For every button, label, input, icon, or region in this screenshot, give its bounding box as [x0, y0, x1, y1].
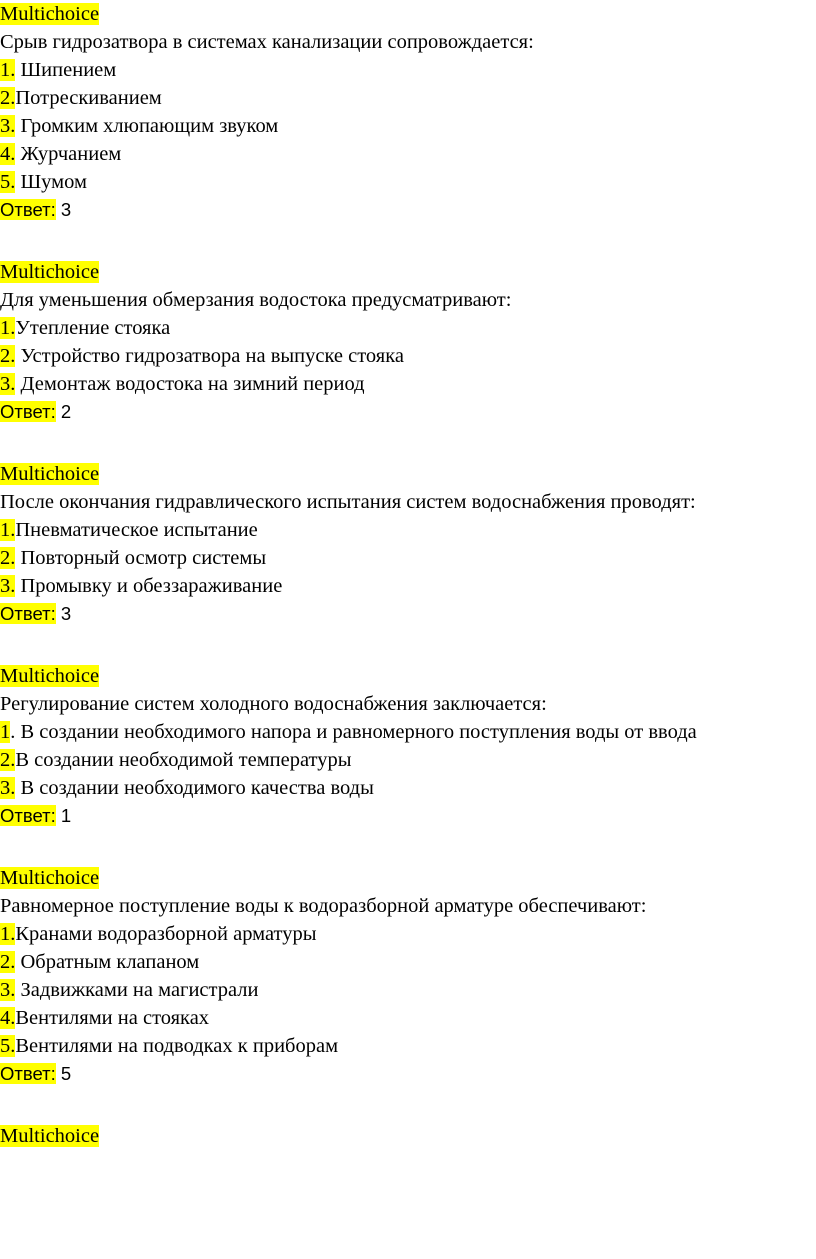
option-number: 3.: [0, 777, 16, 799]
option-number: 3.: [0, 115, 16, 137]
option-number: 5.: [0, 1035, 16, 1057]
option-number: 2.: [0, 749, 16, 771]
answer-line: [0, 600, 816, 628]
answer-option: [0, 84, 816, 112]
question-block: [0, 460, 816, 628]
answer-option: [0, 370, 816, 398]
question-block: [0, 0, 816, 224]
answer-option: [0, 342, 816, 370]
answer-option: [0, 718, 816, 746]
option-number: 3.: [0, 575, 16, 597]
option-number: 4.: [0, 143, 16, 165]
option-text: Демонтаж водостока на зимний период: [15, 373, 365, 395]
answer-label: Ответ:: [0, 805, 56, 826]
answer-label: Ответ:: [0, 401, 56, 422]
answer-option: [0, 774, 816, 802]
answer-value: 3: [55, 199, 72, 220]
question-block: [0, 864, 816, 1088]
question-type-label: Multichoice: [0, 867, 100, 889]
answer-value: 1: [55, 805, 72, 826]
answer-option: [0, 140, 816, 168]
option-text: Пневматическое испытание: [15, 519, 258, 541]
answer-option: [0, 112, 816, 140]
option-text: Кранами водоразборной арматуры: [15, 923, 317, 945]
question-text: Равномерное поступление воды к водоразборной арматуре обеспечивают:: [0, 895, 647, 917]
question-type-label: Multichoice: [0, 665, 100, 687]
answer-option: [0, 314, 816, 342]
question-text: Регулирование систем холодного водоснабжения заключается:: [0, 693, 547, 715]
option-text: Шипением: [15, 59, 117, 81]
answer-option: [0, 544, 816, 572]
option-number: 4.: [0, 1007, 16, 1029]
option-number: 1.: [0, 519, 16, 541]
option-number: 1.: [0, 317, 16, 339]
option-text: Устройство гидрозатвора на выпуске стояка: [15, 345, 404, 367]
answer-option: [0, 948, 816, 976]
answer-value: 5: [55, 1063, 72, 1084]
option-text: Шумом: [15, 171, 87, 193]
answer-option: [0, 516, 816, 544]
answer-label: Ответ:: [0, 603, 56, 624]
option-text: Утепление стояка: [15, 317, 171, 339]
question-type-label: Multichoice: [0, 1125, 100, 1147]
answer-label: Ответ:: [0, 1063, 56, 1084]
answer-label: Ответ:: [0, 199, 56, 220]
answer-option: [0, 920, 816, 948]
answer-line: [0, 398, 816, 426]
option-text: Вентилями на стояках: [15, 1007, 210, 1029]
question-text: Для уменьшения обмерзания водостока предусматривают:: [0, 289, 512, 311]
option-text: В создании необходимого качества воды: [15, 777, 374, 799]
answer-line: [0, 1060, 816, 1088]
option-text: . В создании необходимого напора и равномерного поступления воды от ввода: [10, 721, 697, 743]
answer-option: [0, 572, 816, 600]
option-number: 2.: [0, 345, 16, 367]
answer-option: [0, 1032, 816, 1060]
option-number: 1.: [0, 923, 16, 945]
option-text: Промывку и обеззараживание: [15, 575, 283, 597]
option-number: 3.: [0, 979, 16, 1001]
option-number: 2.: [0, 87, 16, 109]
option-number: 1: [0, 721, 11, 743]
option-number: 1.: [0, 59, 16, 81]
answer-value: 2: [55, 401, 72, 422]
answer-option: [0, 1004, 816, 1032]
option-text: Повторный осмотр системы: [15, 547, 267, 569]
option-text: Громким хлюпающим звуком: [15, 115, 279, 137]
answer-value: 3: [55, 603, 72, 624]
option-number: 3.: [0, 373, 16, 395]
option-text: Потрескиванием: [15, 87, 162, 109]
question-type-label: Multichoice: [0, 463, 100, 485]
question-block: [0, 258, 816, 426]
option-text: Вентилями на подводках к приборам: [15, 1035, 339, 1057]
option-text: Задвижками на магистрали: [15, 979, 259, 1001]
option-number: 2.: [0, 547, 16, 569]
question-text: После окончания гидравлического испытания систем водоснабжения проводят:: [0, 491, 696, 513]
option-number: 5.: [0, 171, 16, 193]
answer-option: [0, 976, 816, 1004]
option-text: Журчанием: [15, 143, 122, 165]
option-text: В создании необходимой температуры: [15, 749, 352, 771]
answer-option: [0, 168, 816, 196]
answer-option: [0, 56, 816, 84]
question-type-label: Multichoice: [0, 261, 100, 283]
question-text: Срыв гидрозатвора в системах канализации сопровождается:: [0, 31, 534, 53]
question-block: [0, 662, 816, 830]
option-number: 2.: [0, 951, 16, 973]
answer-line: [0, 802, 816, 830]
answer-line: [0, 196, 816, 224]
option-text: Обратным клапаном: [15, 951, 200, 973]
question-type-label: Multichoice: [0, 3, 100, 25]
answer-option: [0, 746, 816, 774]
